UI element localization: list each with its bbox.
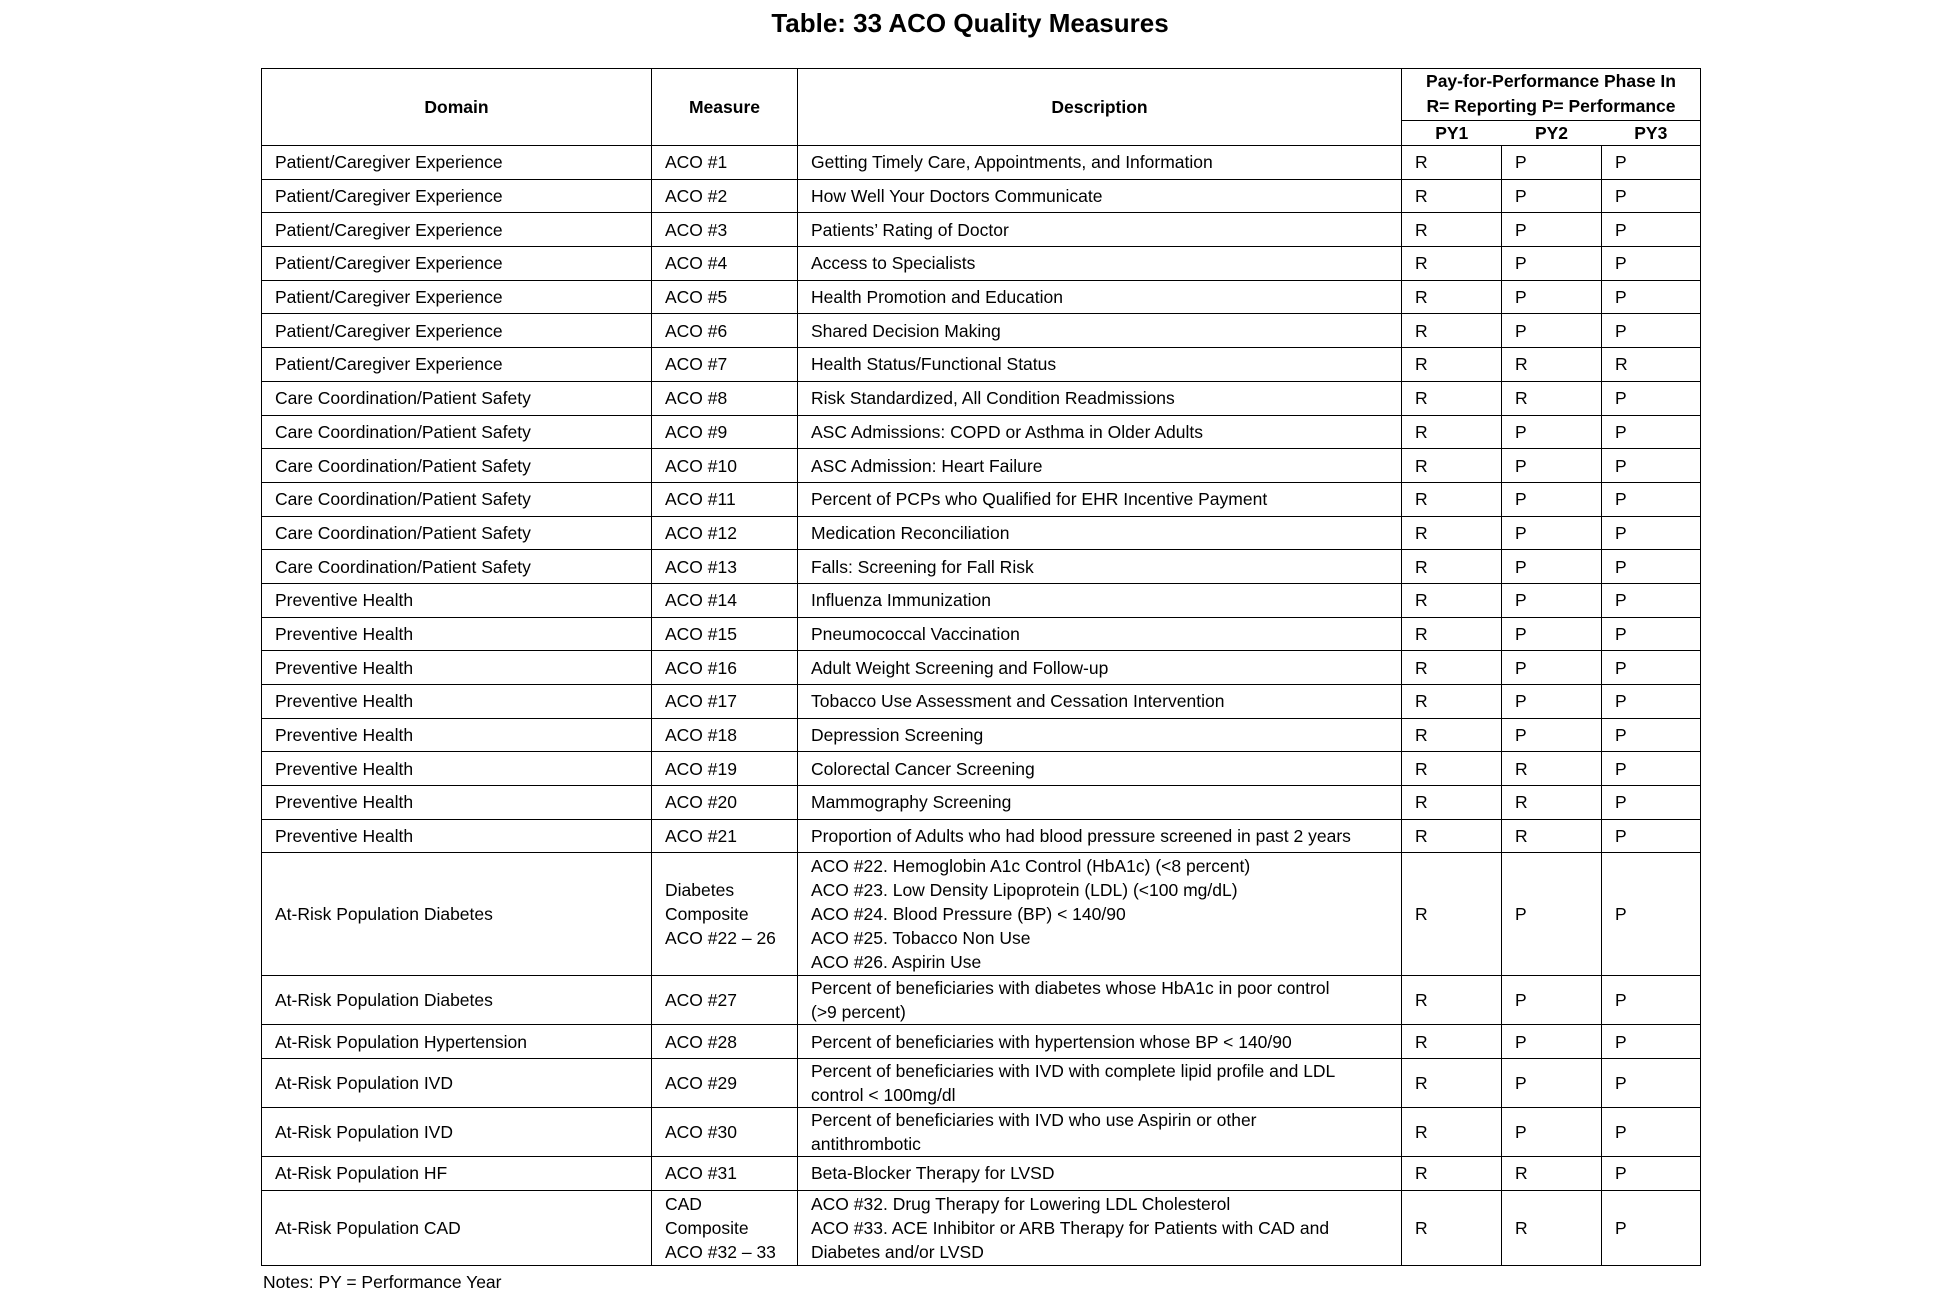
py3-cell: P <box>1602 415 1701 449</box>
description-cell-line: Influenza Immunization <box>811 590 991 611</box>
measure-cell-line: ACO #32 – 33 <box>665 1241 776 1262</box>
description-cell-line: ASC Admissions: COPD or Asthma in Older Adults <box>811 421 1203 442</box>
py3-cell: P <box>1602 1190 1701 1265</box>
table-row <box>262 1025 1701 1059</box>
measure-cell-line: ACO #3 <box>665 219 728 240</box>
description-cell-line: ACO #26. Aspirin Use <box>811 952 982 973</box>
measure-cell-line: ACO #13 <box>665 556 737 577</box>
measure-cell <box>652 1157 798 1191</box>
description-cell <box>798 449 1402 483</box>
description-cell-line: Percent of beneficiaries with hypertension whose BP < 140/90 <box>811 1031 1292 1052</box>
measure-cell <box>652 213 798 247</box>
domain-cell: At-Risk Population Diabetes <box>262 853 652 976</box>
measure-cell <box>652 146 798 180</box>
domain-cell: Care Coordination/Patient Safety <box>262 449 652 483</box>
measure-cell <box>652 1108 798 1157</box>
table-row <box>262 449 1701 483</box>
py3-cell: P <box>1602 819 1701 853</box>
measure-cell-line: ACO #21 <box>665 826 737 847</box>
domain-cell: At-Risk Population HF <box>262 1157 652 1191</box>
table-row <box>262 685 1701 719</box>
py1-cell: R <box>1402 786 1502 820</box>
description-cell-line: Adult Weight Screening and Follow-up <box>811 657 1109 678</box>
py1-cell: R <box>1402 1025 1502 1059</box>
py1-cell: R <box>1402 617 1502 651</box>
py2-cell: P <box>1502 247 1602 281</box>
py2-cell: P <box>1502 853 1602 976</box>
table-row <box>262 1157 1701 1191</box>
measure-cell <box>652 247 798 281</box>
measure-cell-line: ACO #16 <box>665 657 737 678</box>
table-row <box>262 1059 1701 1108</box>
py2-cell: P <box>1502 976 1602 1025</box>
measure-cell-line: ACO #6 <box>665 320 728 341</box>
domain-cell: At-Risk Population Hypertension <box>262 1025 652 1059</box>
table-body <box>262 146 1701 1266</box>
py1-cell: R <box>1402 314 1502 348</box>
description-cell <box>798 146 1402 180</box>
measure-cell-line: ACO #28 <box>665 1031 737 1052</box>
py1-cell: R <box>1402 381 1502 415</box>
py3-cell: P <box>1602 853 1701 976</box>
header-pay-for-performance <box>1402 69 1701 121</box>
domain-cell: Patient/Caregiver Experience <box>262 213 652 247</box>
measure-cell <box>652 583 798 617</box>
py2-cell: P <box>1502 146 1602 180</box>
description-cell <box>798 247 1402 281</box>
measure-cell-line: Diabetes <box>665 880 735 901</box>
py3-cell: P <box>1602 617 1701 651</box>
measure-cell <box>652 314 798 348</box>
py1-cell: R <box>1402 583 1502 617</box>
measure-cell-line: ACO #2 <box>665 186 728 207</box>
description-cell-line: Mammography Screening <box>811 792 1012 813</box>
description-cell <box>798 976 1402 1025</box>
description-cell-line: ACO #23. Low Density Lipoprotein (LDL) (<100 mg/dL) <box>811 880 1238 901</box>
description-cell-line: Pneumococcal Vaccination <box>811 623 1020 644</box>
description-cell <box>798 1059 1402 1108</box>
measure-cell-line: ACO #30 <box>665 1122 737 1143</box>
py2-cell: R <box>1502 752 1602 786</box>
measure-cell-line: ACO #15 <box>665 623 737 644</box>
py1-cell: R <box>1402 516 1502 550</box>
measure-cell <box>652 415 798 449</box>
header-pfp-line1: Pay-for-Performance Phase In <box>1426 71 1676 92</box>
description-cell <box>798 213 1402 247</box>
description-cell-line: Colorectal Cancer Screening <box>811 758 1035 779</box>
description-cell <box>798 550 1402 584</box>
domain-cell: At-Risk Population IVD <box>262 1108 652 1157</box>
py2-cell: P <box>1502 1025 1602 1059</box>
description-cell <box>798 381 1402 415</box>
py3-cell: P <box>1602 146 1701 180</box>
py1-cell: R <box>1402 179 1502 213</box>
py3-cell: P <box>1602 381 1701 415</box>
description-cell <box>798 482 1402 516</box>
description-cell <box>798 651 1402 685</box>
py1-cell: R <box>1402 718 1502 752</box>
table-row <box>262 415 1701 449</box>
description-cell-line: Percent of PCPs who Qualified for EHR Incentive Payment <box>811 489 1268 510</box>
measure-cell <box>652 752 798 786</box>
measure-cell-line: ACO #18 <box>665 725 737 746</box>
table-row <box>262 280 1701 314</box>
py3-cell: P <box>1602 1108 1701 1157</box>
table-header <box>262 69 1701 146</box>
domain-cell: Preventive Health <box>262 617 652 651</box>
measure-cell <box>652 550 798 584</box>
domain-cell: Preventive Health <box>262 752 652 786</box>
py1-cell: R <box>1402 348 1502 382</box>
description-cell <box>798 819 1402 853</box>
measure-cell-line: CAD <box>665 1193 702 1214</box>
py1-cell: R <box>1402 976 1502 1025</box>
py1-cell: R <box>1402 1157 1502 1191</box>
py3-cell: P <box>1602 651 1701 685</box>
measure-cell <box>652 819 798 853</box>
py2-cell: P <box>1502 685 1602 719</box>
description-cell <box>798 752 1402 786</box>
domain-cell: Patient/Caregiver Experience <box>262 179 652 213</box>
description-cell <box>798 314 1402 348</box>
py3-cell: P <box>1602 179 1701 213</box>
description-cell-line: ACO #33. ACE Inhibitor or ARB Therapy for Patients with CAD and <box>811 1217 1330 1238</box>
description-cell-line: Shared Decision Making <box>811 320 1001 341</box>
domain-cell: Patient/Caregiver Experience <box>262 314 652 348</box>
py3-cell: P <box>1602 1157 1701 1191</box>
table-row <box>262 853 1701 976</box>
description-cell <box>798 280 1402 314</box>
measure-cell-line: ACO #27 <box>665 990 737 1011</box>
description-cell-line: Falls: Screening for Fall Risk <box>811 556 1034 577</box>
py3-cell: P <box>1602 247 1701 281</box>
description-cell-line: Tobacco Use Assessment and Cessation Intervention <box>811 691 1225 712</box>
table-row <box>262 247 1701 281</box>
domain-cell: Patient/Caregiver Experience <box>262 247 652 281</box>
py1-cell: R <box>1402 853 1502 976</box>
table-row <box>262 752 1701 786</box>
description-cell-line: ACO #32. Drug Therapy for Lowering LDL Cholesterol <box>811 1193 1231 1214</box>
description-cell-line: ASC Admission: Heart Failure <box>811 455 1043 476</box>
description-cell <box>798 1025 1402 1059</box>
description-cell-line: antithrombotic <box>811 1134 921 1155</box>
description-cell <box>798 516 1402 550</box>
py3-cell: R <box>1602 348 1701 382</box>
measure-cell-line: ACO #14 <box>665 590 737 611</box>
py1-cell: R <box>1402 482 1502 516</box>
measure-cell <box>652 853 798 976</box>
py1-cell: R <box>1402 1108 1502 1157</box>
header-py1: PY1 <box>1402 120 1502 145</box>
domain-cell: Preventive Health <box>262 786 652 820</box>
py2-cell: P <box>1502 617 1602 651</box>
description-cell <box>798 1157 1402 1191</box>
table-notes: Notes: PY = Performance Year <box>263 1272 502 1292</box>
domain-cell: Care Coordination/Patient Safety <box>262 381 652 415</box>
measure-cell-line: ACO #1 <box>665 152 728 173</box>
measure-cell-line: ACO #17 <box>665 691 737 712</box>
py2-cell: P <box>1502 651 1602 685</box>
description-cell <box>798 617 1402 651</box>
domain-cell: Preventive Health <box>262 651 652 685</box>
measure-cell-line: ACO #10 <box>665 455 737 476</box>
table-row <box>262 819 1701 853</box>
py3-cell: P <box>1602 976 1701 1025</box>
measure-cell <box>652 786 798 820</box>
description-cell <box>798 685 1402 719</box>
domain-cell: Care Coordination/Patient Safety <box>262 550 652 584</box>
py3-cell: P <box>1602 1059 1701 1108</box>
py1-cell: R <box>1402 415 1502 449</box>
table-row <box>262 348 1701 382</box>
py1-cell: R <box>1402 449 1502 483</box>
py2-cell: P <box>1502 415 1602 449</box>
py3-cell: P <box>1602 314 1701 348</box>
header-description: Description <box>798 69 1402 146</box>
description-cell-line: Getting Timely Care, Appointments, and Information <box>811 152 1213 173</box>
py2-cell: R <box>1502 819 1602 853</box>
measure-cell <box>652 617 798 651</box>
header-pfp-line2: R= Reporting P= Performance <box>1426 96 1676 117</box>
table-row <box>262 786 1701 820</box>
table-row <box>262 146 1701 180</box>
description-cell-line: Percent of beneficiaries with IVD who use Aspirin or other <box>811 1110 1257 1131</box>
py2-cell: P <box>1502 583 1602 617</box>
header-domain: Domain <box>262 69 652 146</box>
description-cell-line: Medication Reconciliation <box>811 522 1010 543</box>
measure-cell <box>652 516 798 550</box>
measure-cell-line: ACO #7 <box>665 354 728 375</box>
py3-cell: P <box>1602 718 1701 752</box>
table-row <box>262 718 1701 752</box>
py3-cell: P <box>1602 786 1701 820</box>
table-row <box>262 976 1701 1025</box>
measure-cell <box>652 651 798 685</box>
py2-cell: P <box>1502 449 1602 483</box>
table-row <box>262 1108 1701 1157</box>
py3-cell: P <box>1602 1025 1701 1059</box>
domain-cell: Patient/Caregiver Experience <box>262 280 652 314</box>
measure-cell <box>652 718 798 752</box>
measure-cell <box>652 976 798 1025</box>
py2-cell: R <box>1502 381 1602 415</box>
py2-cell: R <box>1502 348 1602 382</box>
domain-cell: Care Coordination/Patient Safety <box>262 415 652 449</box>
measure-cell-line: Composite <box>665 1217 749 1238</box>
header-py3: PY3 <box>1602 120 1701 145</box>
description-cell-line: Depression Screening <box>811 725 984 746</box>
domain-cell: Care Coordination/Patient Safety <box>262 516 652 550</box>
py3-cell: P <box>1602 449 1701 483</box>
py3-cell: P <box>1602 583 1701 617</box>
py1-cell: R <box>1402 280 1502 314</box>
description-cell-line: Proportion of Adults who had blood pressure screened in past 2 years <box>811 826 1351 847</box>
domain-cell: Preventive Health <box>262 718 652 752</box>
domain-cell: Preventive Health <box>262 583 652 617</box>
py2-cell: P <box>1502 179 1602 213</box>
measure-cell-line: ACO #29 <box>665 1073 737 1094</box>
py1-cell: R <box>1402 213 1502 247</box>
measure-cell <box>652 482 798 516</box>
page-title: Table: 33 ACO Quality Measures <box>771 8 1169 38</box>
domain-cell: Patient/Caregiver Experience <box>262 348 652 382</box>
description-cell <box>798 348 1402 382</box>
domain-cell: At-Risk Population IVD <box>262 1059 652 1108</box>
description-cell <box>798 853 1402 976</box>
description-cell-line: Diabetes and/or LVSD <box>811 1241 984 1262</box>
measure-cell-line: ACO #9 <box>665 421 728 442</box>
py3-cell: P <box>1602 280 1701 314</box>
domain-cell: At-Risk Population Diabetes <box>262 976 652 1025</box>
description-cell-line: Access to Specialists <box>811 253 976 274</box>
measure-cell <box>652 280 798 314</box>
measure-cell-line: Composite <box>665 904 749 925</box>
py1-cell: R <box>1402 1059 1502 1108</box>
domain-cell: Preventive Health <box>262 819 652 853</box>
measure-cell-line: ACO #8 <box>665 388 728 409</box>
py3-cell: P <box>1602 482 1701 516</box>
table-row <box>262 617 1701 651</box>
table-row <box>262 381 1701 415</box>
header-measure: Measure <box>652 69 798 146</box>
table-row <box>262 651 1701 685</box>
measure-cell <box>652 449 798 483</box>
description-cell-line: ACO #25. Tobacco Non Use <box>811 928 1031 949</box>
py3-cell: P <box>1602 516 1701 550</box>
py2-cell: P <box>1502 550 1602 584</box>
py1-cell: R <box>1402 685 1502 719</box>
measure-cell <box>652 1025 798 1059</box>
description-cell-line: Health Promotion and Education <box>811 287 1063 308</box>
description-cell <box>798 583 1402 617</box>
description-cell-line: Percent of beneficiaries with diabetes whose HbA1c in poor control <box>811 978 1330 999</box>
table-row <box>262 213 1701 247</box>
measure-cell-line: ACO #22 – 26 <box>665 928 776 949</box>
py1-cell: R <box>1402 550 1502 584</box>
measure-cell <box>652 685 798 719</box>
py1-cell: R <box>1402 819 1502 853</box>
table-row <box>262 482 1701 516</box>
measure-cell-line: ACO #12 <box>665 522 737 543</box>
measure-cell <box>652 1190 798 1265</box>
py3-cell: P <box>1602 685 1701 719</box>
py1-cell: R <box>1402 146 1502 180</box>
table-row <box>262 583 1701 617</box>
description-cell-line: Health Status/Functional Status <box>811 354 1057 375</box>
py2-cell: P <box>1502 280 1602 314</box>
table-row <box>262 1190 1701 1265</box>
description-cell <box>798 179 1402 213</box>
domain-cell: Care Coordination/Patient Safety <box>262 482 652 516</box>
table-row <box>262 516 1701 550</box>
description-cell <box>798 1108 1402 1157</box>
measure-cell <box>652 1059 798 1108</box>
py3-cell: P <box>1602 550 1701 584</box>
measure-cell <box>652 348 798 382</box>
header-py2: PY2 <box>1502 120 1602 145</box>
py2-cell: R <box>1502 1157 1602 1191</box>
py1-cell: R <box>1402 1190 1502 1265</box>
domain-cell: Preventive Health <box>262 685 652 719</box>
measure-cell <box>652 381 798 415</box>
measure-cell-line: ACO #19 <box>665 758 737 779</box>
description-cell-line: ACO #22. Hemoglobin A1c Control (HbA1c) (<8 percent) <box>811 856 1251 877</box>
py2-cell: P <box>1502 213 1602 247</box>
description-cell-line: Percent of beneficiaries with IVD with complete lipid profile and LDL <box>811 1061 1336 1082</box>
py1-cell: R <box>1402 651 1502 685</box>
py1-cell: R <box>1402 752 1502 786</box>
py2-cell: P <box>1502 1108 1602 1157</box>
py2-cell: R <box>1502 786 1602 820</box>
measure-cell-line: ACO #5 <box>665 287 728 308</box>
measure-cell-line: ACO #31 <box>665 1163 737 1184</box>
description-cell-line: control < 100mg/dl <box>811 1085 956 1106</box>
py2-cell: P <box>1502 1059 1602 1108</box>
quality-measures-table-wrapper <box>261 68 1700 1266</box>
py3-cell: P <box>1602 213 1701 247</box>
description-cell <box>798 786 1402 820</box>
py2-cell: P <box>1502 718 1602 752</box>
measure-cell-line: ACO #11 <box>665 489 736 510</box>
measure-cell <box>652 179 798 213</box>
py3-cell: P <box>1602 752 1701 786</box>
description-cell-line: Patients’ Rating of Doctor <box>811 219 1009 240</box>
py2-cell: P <box>1502 482 1602 516</box>
py2-cell: R <box>1502 1190 1602 1265</box>
domain-cell: Patient/Caregiver Experience <box>262 146 652 180</box>
measure-cell-line: ACO #20 <box>665 792 737 813</box>
table-row <box>262 314 1701 348</box>
description-cell <box>798 415 1402 449</box>
table-row <box>262 179 1701 213</box>
measure-cell-line: ACO #4 <box>665 253 728 274</box>
py2-cell: P <box>1502 516 1602 550</box>
description-cell-line: Risk Standardized, All Condition Readmissions <box>811 388 1175 409</box>
table-row <box>262 550 1701 584</box>
description-cell <box>798 1190 1402 1265</box>
description-cell-line: How Well Your Doctors Communicate <box>811 186 1103 207</box>
py2-cell: P <box>1502 314 1602 348</box>
description-cell-line: Beta-Blocker Therapy for LVSD <box>811 1163 1055 1184</box>
domain-cell: At-Risk Population CAD <box>262 1190 652 1265</box>
description-cell-line: (>9 percent) <box>811 1002 906 1023</box>
description-cell <box>798 718 1402 752</box>
description-cell-line: ACO #24. Blood Pressure (BP) < 140/90 <box>811 904 1126 925</box>
py1-cell: R <box>1402 247 1502 281</box>
quality-measures-table <box>261 68 1701 1266</box>
